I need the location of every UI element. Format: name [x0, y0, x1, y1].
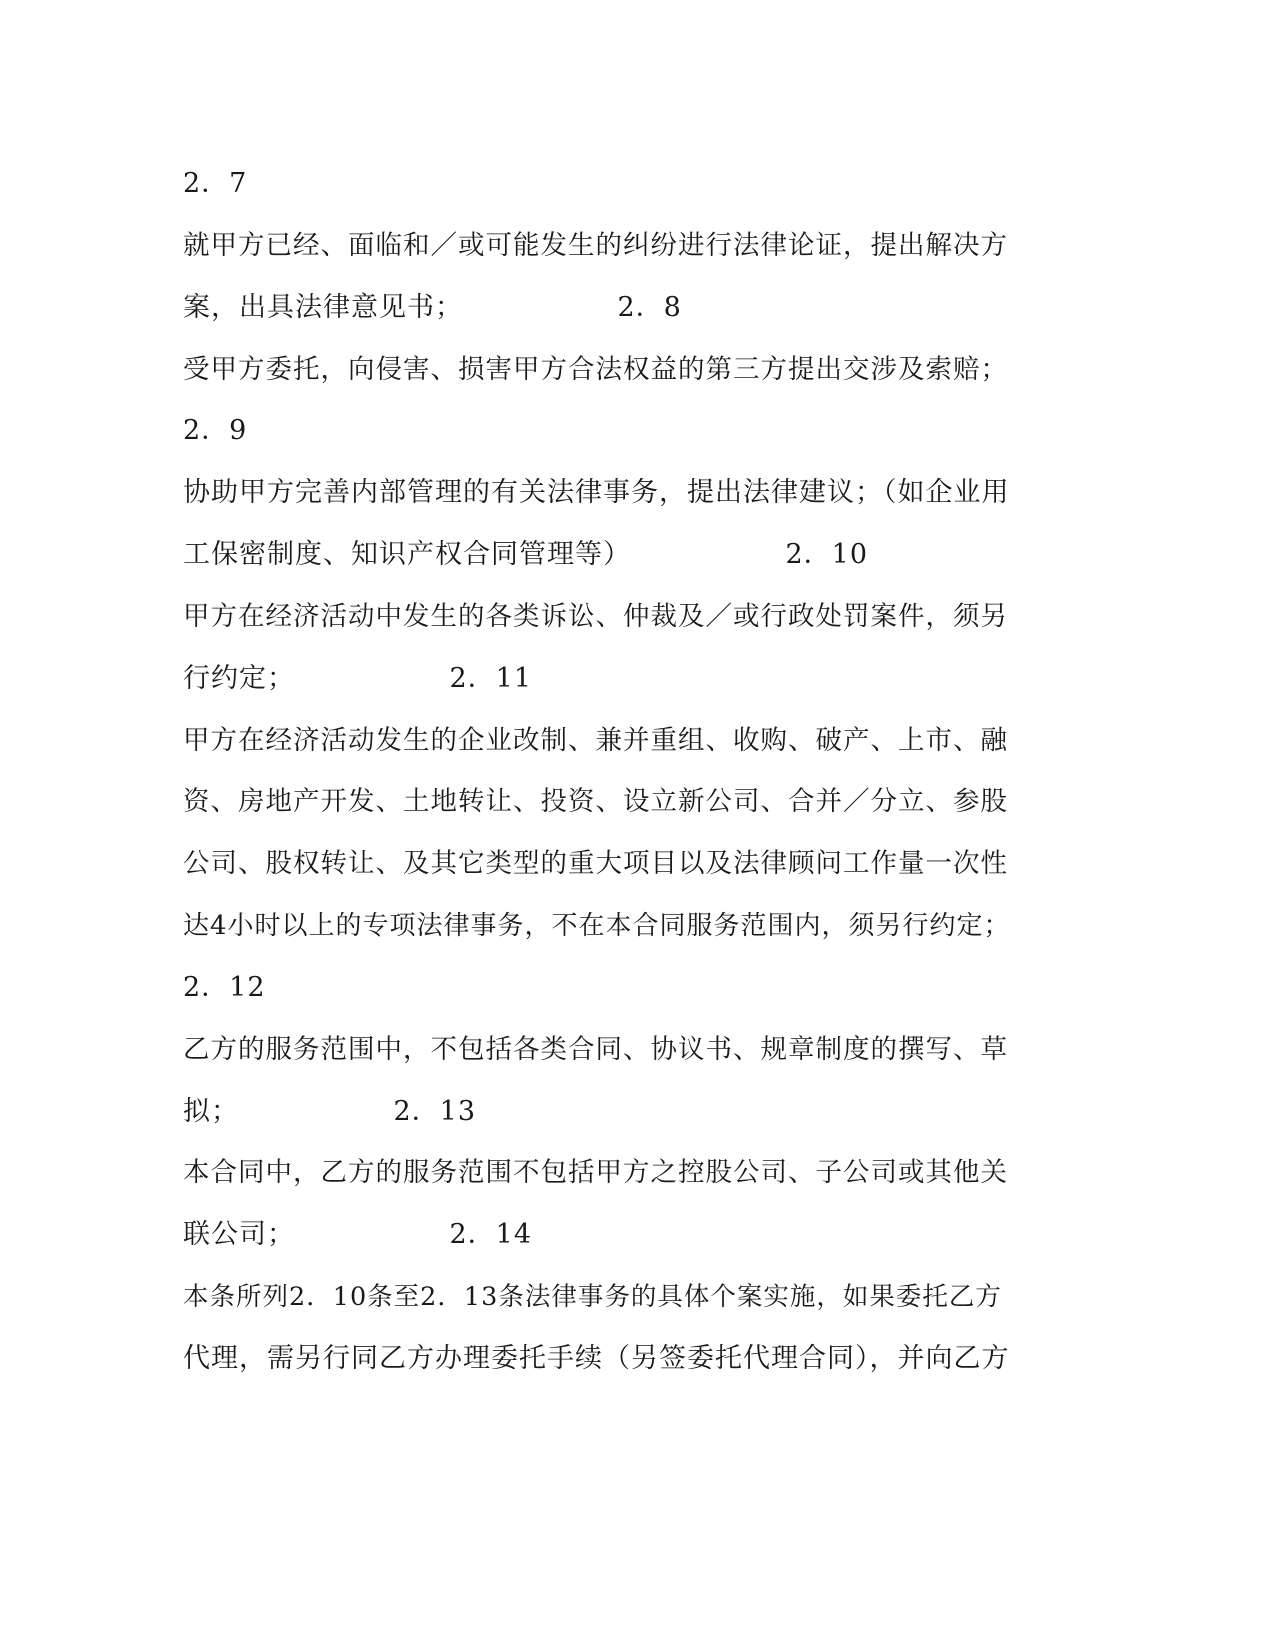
text-line: 乙方的服务范围中，不包括各类合同、协议书、规章制度的撰写、草: [183, 1034, 1008, 1065]
text-line: 拟； 2．13: [183, 1096, 477, 1127]
text-line: 行约定； 2．11: [183, 663, 533, 694]
text-line: 就甲方已经、面临和／或可能发生的纠纷进行法律论证，提出解决方: [183, 230, 1008, 261]
clause-number: 2．7: [183, 168, 248, 199]
text-line: 受甲方委托，向侵害、损害甲方合法权益的第三方提出交涉及索赔；: [183, 354, 1008, 385]
text-line: 本合同中，乙方的服务范围不包括甲方之控股公司、子公司或其他关: [183, 1157, 1008, 1188]
text-line: 代理，需另行同乙方办理委托手续（另签委托代理合同），并向乙方: [183, 1343, 1010, 1374]
text-line: 资、房地产开发、土地转让、投资、设立新公司、合并／分立、参股: [183, 786, 1008, 817]
text-line: 甲方在经济活动发生的企业改制、兼并重组、收购、破产、上市、融: [183, 725, 1008, 756]
clause-number: 2．9: [183, 415, 248, 446]
text-line: 公司、股权转让、及其它类型的重大项目以及法律顾问工作量一次性: [183, 848, 1008, 879]
clause-number: 2．12: [183, 972, 266, 1003]
text-line: 联公司； 2．14: [183, 1219, 533, 1250]
text-line: 达4小时以上的专项法律事务，不在本合同服务范围内，须另行约定；: [183, 911, 1011, 941]
text-line: 协助甲方完善内部管理的有关法律事务，提出法律建议；（如企业用: [183, 477, 1010, 508]
text-line: 工保密制度、知识产权合同管理等） 2．10: [183, 539, 869, 570]
text-line: 案，出具法律意见书； 2．8: [183, 292, 682, 323]
text-line: 甲方在经济活动中发生的各类诉讼、仲裁及／或行政处罚案件，须另: [183, 601, 1008, 632]
text-line: 本条所列2．10条至2．13条法律事务的具体个案实施，如果委托乙方: [183, 1282, 1002, 1312]
